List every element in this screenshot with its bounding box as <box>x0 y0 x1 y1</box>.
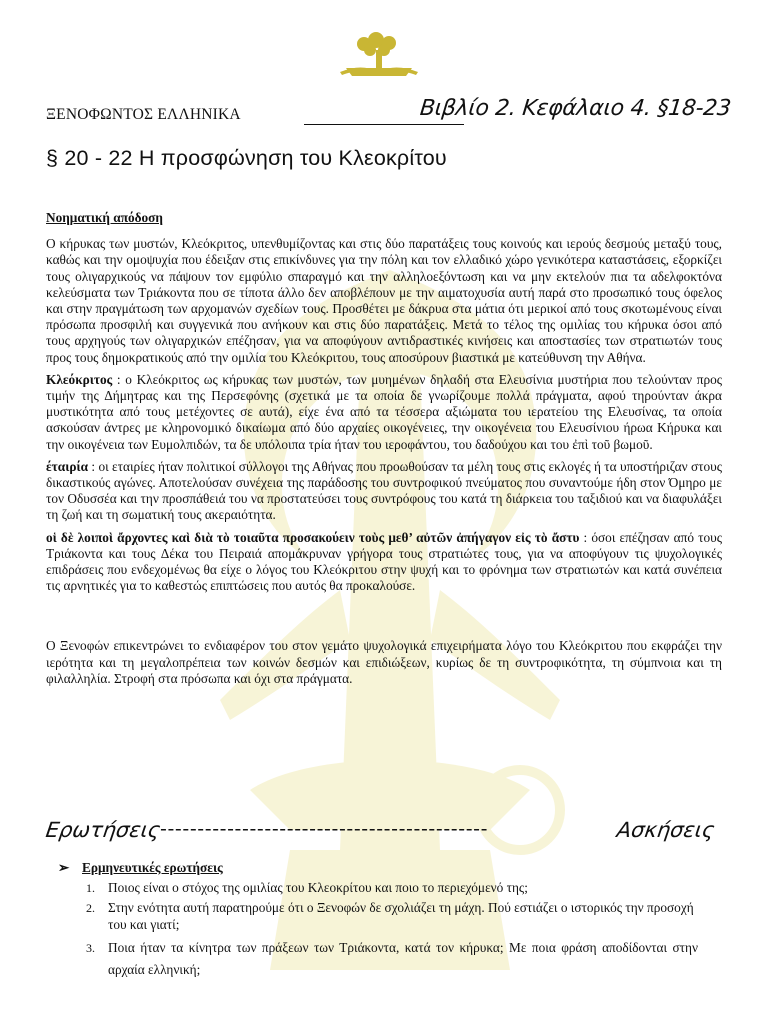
questions-banner <box>46 818 722 848</box>
entry-paragraph <box>46 530 722 595</box>
banner-dashes: -------------------------------------------- <box>160 818 489 840</box>
question-text: Ποιος είναι ο στόχος της ομιλίας του Κλεοκρίτου και ποιο το περιεχόμενό της; <box>108 880 528 896</box>
questions-section <box>58 860 698 985</box>
question-number: 1. <box>86 881 95 896</box>
questions-heading-text: Ερμηνευτικές ερωτήσεις <box>82 860 223 875</box>
tree-logo-icon <box>336 32 422 80</box>
entry-term: οἱ δὲ λοιποὶ ἄρχοντες καὶ διὰ τὸ τοιαῦτα προσακούειν τοὺς μεθ’ αὐτῶν ἀπήγαγον εἰς τὸ ἄστυ <box>46 529 580 545</box>
entry-text: : ο Κλεόκριτος ως κήρυκας των μυστών, των μυημένων δηλαδή στα Ελευσίνια μυστήρια που τελούνταν προς τιμήν της Δήμητρας και της Περσεφόνης (σχετικά με τα οποία δε γνωρίζουμε πολλά πράγματα, αφού τηρούνταν άκρα μυστικότητα από τους μετέχοντες σε αυτά), είχε ένα από τα τέσσερα αξιώματα του ιερατείου της Ελευσίνας, τα οποία ασκούσαν άντρες με κληρονομικό δικαίωμα από δύο αρχαίες οικογένειες, την οικογένεια του Ελευσίνιου ήρωα Κήρυκα και την οικογένεια των Ευμολπιδών, τα δε υπόλοιπα τρία ήταν του ιεροφάντου, του δαδούχου και του ἐπὶ τοῦ βωμοῦ. <box>46 371 722 452</box>
question-text: Ποια ήταν τα κίνητρα των πράξεων των Τριάκοντα, κατά τον κήρυκα; Με ποια φράση αποδίδονται στην αρχαία ελληνική; <box>108 939 698 977</box>
spacer <box>46 600 722 638</box>
list-item <box>86 880 698 896</box>
banner-questions-label: Ερωτήσεις <box>44 818 162 842</box>
questions-list <box>86 880 698 981</box>
question-text: Στην ενότητα αυτή παρατηρούμε ότι ο Ξενοφών δε σχολιάζει τη μάχη. Πού εστιάζει ο ιστορικός την προσοχή του και γιατί; <box>108 900 694 932</box>
entry-text: : οι εταιρίες ήταν πολιτικοί σύλλογοι της Αθήνας που προωθούσαν τα μέλη τους στις εκλογές ή τα υποστήριζαν στους δικαστικούς αγώνες. Αποτελούσαν συνέχεια της παράδοσης του συντροφικού πνεύματος που συναντούμε ήδη στον Όμηρο με τον Οδυσσέα και την προσπάθειά του να προστατεύσει τους συντρόφους του κατά τη διάρκεια του ταξιδιού και να διαφυλάξει τη ζωή και τη σωματική τους ακεραιότητα. <box>46 458 722 523</box>
header-book-title: ΞΕΝΟΦΩΝΤΟΣ ΕΛΛΗΝΙΚΑ <box>46 106 241 123</box>
question-number: 3. <box>86 940 95 955</box>
arrow-bullet-icon: ➢ <box>58 860 70 875</box>
header-underline <box>304 124 464 125</box>
list-item <box>86 937 698 981</box>
entry-paragraph <box>46 372 722 453</box>
entry-text: : όσοι επέζησαν από τους Τριάκοντα και τους Δέκα του Πειραιά απομάκρυναν γρήγορα τους στρατιώτες τους, για να αποφύγουν τις ψυχολογικές επιδράσεις που ενδεχομένως θα είχε ο λόγος του Κλεόκριτου στην ψυχή και το φρόνημα των στρατιωτών και κατά συνέπεια τις αρνητικές για το καθεστώς επιπτώσεις που αυτός θα προκαλούσε. <box>46 529 722 594</box>
page-title: § 20 - 22 Η προσφώνηση του Κλεοκρίτου <box>46 146 447 170</box>
questions-heading <box>58 860 698 876</box>
entry-term: Κλεόκριτος <box>46 371 113 387</box>
section-heading: Νοηματική απόδοση <box>46 210 163 225</box>
closing-paragraph: Ο Ξενοφών επικεντρώνει το ενδιαφέρον του στον γεμάτο ψυχολογικά επιχειρήματα λόγο του Κλεόκριτου που εκφράζει την ιερότητα και τη μεγαλοπρέπεια των κοινών δεσμών και επιδιώξεων, κυρίως δε τη συντροφικότητα, τη σύμπνοια και τη φιλαλληλία. Στροφή στα πρόσωπα και όχι στα πράγματα. <box>46 638 722 686</box>
commentary-section <box>46 210 722 693</box>
question-number: 2. <box>86 901 95 916</box>
intro-paragraph: Ο κήρυκας των μυστών, Κλεόκριτος, υπενθυμίζοντας και στις δύο παρατάξεις τους κοινούς και ιερούς δεσμούς μεταξύ τους, καθώς και την ομοψυχία που έδειξαν στις επικίνδυνες για την πόλη και τον ελλαδικό χώρο γενικότερα καταστάσεις, εξορκίζει τους ολιγαρχικούς να πάψουν τον εμφύλιο σπαραγμό και την αλληλοεξόντωση και να μην εκτελούν πια τα αδελφοκτόνα κελεύσματα των Τριάκοντα που σε τίποτα άλλο δεν αποβλέπουν με την αιματοχυσία αυτή παρά στο προσωπικό τους όφελος και στην πραγμάτωση των αρχομανών σχεδίων τους. Προσθέτει με δάκρυα στα μάτια ότι μερικοί από τους σκοτωμένους είναι πρόσωπα προσφιλή και συγγενικά που ανήκουν και στις δύο παρατάξεις. Μετά το τέλος της ομιλίας του κήρυκα όσοι από τους αρχηγούς των ολιγαρχικών επέζησαν, για να αποφύγουν αντιδραστικές κινήσεις και αποστασίες των στρατιωτών τους προς τους δημοκρατικούς από την ομιλία του Κλεόκριτου, τους αποσύρουν βιαστικά με κατεύθυνση την Αθήνα. <box>46 236 722 365</box>
entry-term: έταιρία <box>46 458 89 474</box>
list-item <box>86 900 698 932</box>
banner-exercises-label: Ασκήσεις <box>614 818 716 842</box>
header-chapter-reference: Βιβλίο 2. Κεφάλαιο 4. §18-23 <box>418 96 733 121</box>
entry-paragraph <box>46 459 722 524</box>
document-header <box>46 96 736 132</box>
